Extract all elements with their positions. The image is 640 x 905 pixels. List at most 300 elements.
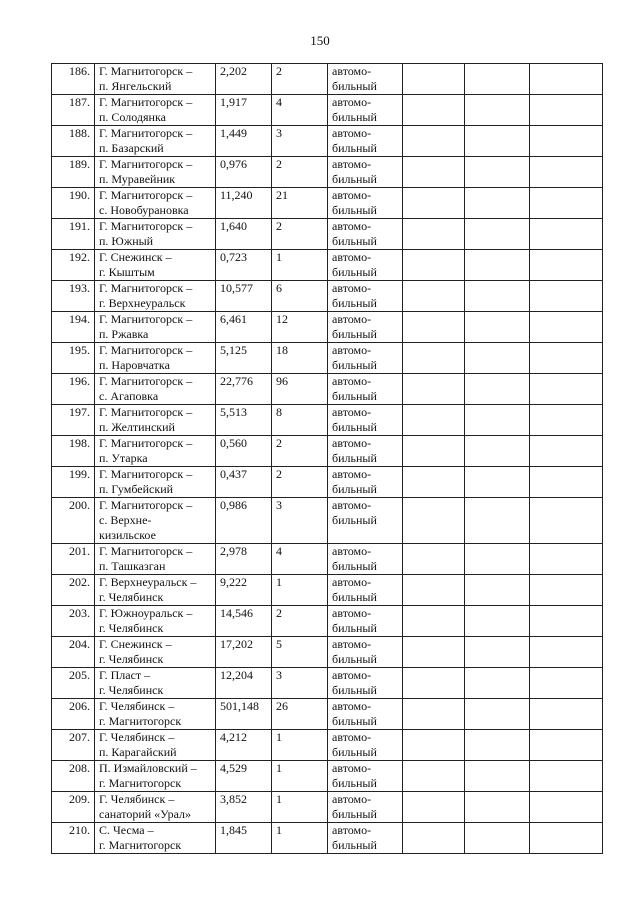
table-row [52, 436, 603, 467]
table-row [52, 219, 603, 250]
length-cell: 1,917 [216, 95, 272, 126]
route-cell-line: Г. Магнитогорск – [99, 544, 193, 558]
route-cell [95, 405, 216, 436]
route-cell [95, 761, 216, 792]
page-number: 150 [310, 33, 330, 48]
route-cell-line: санаторий «Урал» [99, 807, 192, 821]
transport-type-cell-line: автомо- [332, 250, 372, 264]
transport-type-cell-line: автомо- [332, 668, 372, 682]
row-number-cell: 190. [52, 188, 95, 219]
length-cell: 12,204 [216, 668, 272, 699]
count-cell: 3 [272, 668, 328, 699]
empty-cell [530, 823, 603, 854]
table-row [52, 250, 603, 281]
length-cell: 1,449 [216, 126, 272, 157]
empty-cell [530, 467, 603, 498]
route-cell [95, 637, 216, 668]
route-cell [95, 792, 216, 823]
routes-table [51, 63, 603, 854]
length-cell: 17,202 [216, 637, 272, 668]
empty-cell [465, 281, 530, 312]
table-row [52, 95, 603, 126]
empty-cell [403, 219, 465, 250]
empty-cell [403, 343, 465, 374]
route-cell [95, 95, 216, 126]
table-row [52, 792, 603, 823]
transport-type-cell-line: автомо- [332, 188, 372, 202]
transport-type-cell [328, 157, 403, 188]
transport-type-cell-line: автомо- [332, 637, 372, 651]
row-number-cell: 189. [52, 157, 95, 188]
empty-cell [403, 374, 465, 405]
transport-type-cell-line: бильный [332, 559, 377, 573]
transport-type-cell [328, 637, 403, 668]
count-cell: 6 [272, 281, 328, 312]
count-cell: 12 [272, 312, 328, 343]
route-cell-line: Г. Магнитогорск – [99, 157, 193, 171]
empty-cell [465, 95, 530, 126]
length-cell: 10,577 [216, 281, 272, 312]
transport-type-cell-line: бильный [332, 621, 377, 635]
transport-type-cell [328, 95, 403, 126]
empty-cell [465, 668, 530, 699]
route-cell-line: п. Ржавка [99, 327, 149, 341]
row-number-cell: 203. [52, 606, 95, 637]
count-cell: 2 [272, 606, 328, 637]
transport-type-cell [328, 188, 403, 219]
route-cell-line: Г. Магнитогорск – [99, 64, 193, 78]
empty-cell [403, 467, 465, 498]
row-number-cell: 197. [52, 405, 95, 436]
empty-cell [465, 219, 530, 250]
route-cell-line: Г. Магнитогорск – [99, 405, 193, 419]
transport-type-cell-line: автомо- [332, 405, 372, 419]
count-cell: 4 [272, 544, 328, 575]
route-cell-line: Г. Магнитогорск – [99, 95, 193, 109]
count-cell: 21 [272, 188, 328, 219]
count-cell: 1 [272, 730, 328, 761]
route-cell-line: Г. Магнитогорск – [99, 436, 193, 450]
transport-type-cell [328, 792, 403, 823]
empty-cell [465, 250, 530, 281]
route-cell-line: Г. Верхнеуральск – [99, 575, 197, 589]
table-row [52, 157, 603, 188]
route-cell-line: Г. Магнитогорск – [99, 281, 193, 295]
empty-cell [403, 312, 465, 343]
table-row [52, 188, 603, 219]
row-number-cell: 198. [52, 436, 95, 467]
empty-cell [465, 312, 530, 343]
transport-type-cell-line: бильный [332, 451, 377, 465]
empty-cell [530, 405, 603, 436]
length-cell: 4,529 [216, 761, 272, 792]
empty-cell [465, 126, 530, 157]
table-row [52, 606, 603, 637]
transport-type-cell-line: бильный [332, 652, 377, 666]
empty-cell [465, 792, 530, 823]
count-cell: 3 [272, 126, 328, 157]
empty-cell [465, 761, 530, 792]
transport-type-cell [328, 730, 403, 761]
row-number-cell: 188. [52, 126, 95, 157]
route-cell-line: с. Агаповка [99, 389, 159, 403]
length-cell: 0,976 [216, 157, 272, 188]
empty-cell [403, 250, 465, 281]
transport-type-cell [328, 467, 403, 498]
empty-cell [465, 544, 530, 575]
table-row [52, 699, 603, 730]
empty-cell [465, 699, 530, 730]
table-row [52, 637, 603, 668]
route-cell-line: г. Магнитогорск [99, 714, 182, 728]
route-cell [95, 188, 216, 219]
transport-type-cell-line: бильный [332, 141, 377, 155]
count-cell: 2 [272, 436, 328, 467]
route-cell [95, 374, 216, 405]
table-row [52, 312, 603, 343]
empty-cell [403, 606, 465, 637]
length-cell: 14,546 [216, 606, 272, 637]
length-cell: 0,986 [216, 498, 272, 544]
route-cell-line: п. Утарка [99, 451, 148, 465]
empty-cell [530, 436, 603, 467]
transport-type-cell-line: бильный [332, 590, 377, 604]
transport-type-cell-line: бильный [332, 807, 377, 821]
transport-type-cell-line: автомо- [332, 699, 372, 713]
route-cell [95, 823, 216, 854]
empty-cell [530, 668, 603, 699]
count-cell: 18 [272, 343, 328, 374]
empty-cell [530, 95, 603, 126]
empty-cell [403, 730, 465, 761]
transport-type-cell-line: автомо- [332, 761, 372, 775]
transport-type-cell-line: автомо- [332, 219, 372, 233]
route-cell-line: п. Наровчатка [99, 358, 170, 372]
row-number-cell: 207. [52, 730, 95, 761]
route-cell-line: п. Янгельский [99, 79, 172, 93]
empty-cell [403, 823, 465, 854]
route-cell [95, 126, 216, 157]
row-number-cell: 196. [52, 374, 95, 405]
empty-cell [530, 126, 603, 157]
count-cell: 1 [272, 575, 328, 606]
row-number-cell: 192. [52, 250, 95, 281]
count-cell: 96 [272, 374, 328, 405]
route-cell-line: с. Верхне- [99, 513, 152, 527]
route-cell-line: г. Челябинск [99, 621, 164, 635]
length-cell: 6,461 [216, 312, 272, 343]
empty-cell [465, 64, 530, 95]
transport-type-cell-line: бильный [332, 683, 377, 697]
empty-cell [530, 157, 603, 188]
empty-cell [530, 219, 603, 250]
route-cell-line: Г. Магнитогорск – [99, 343, 193, 357]
transport-type-cell-line: бильный [332, 358, 377, 372]
route-cell-line: С. Чесма – [99, 823, 154, 837]
route-cell-line: г. Челябинск [99, 683, 164, 697]
transport-type-cell-line: автомо- [332, 64, 372, 78]
route-cell-line: п. Солодянка [99, 110, 166, 124]
transport-type-cell [328, 575, 403, 606]
transport-type-cell [328, 699, 403, 730]
empty-cell [465, 467, 530, 498]
transport-type-cell [328, 405, 403, 436]
transport-type-cell [328, 312, 403, 343]
empty-cell [403, 281, 465, 312]
empty-cell [403, 637, 465, 668]
empty-cell [530, 761, 603, 792]
row-number-cell: 186. [52, 64, 95, 95]
row-number-cell: 194. [52, 312, 95, 343]
table-row [52, 544, 603, 575]
count-cell: 2 [272, 467, 328, 498]
route-cell-line: Г. Магнитогорск – [99, 498, 193, 512]
length-cell: 3,852 [216, 792, 272, 823]
row-number-cell: 202. [52, 575, 95, 606]
transport-type-cell [328, 544, 403, 575]
row-number-cell: 206. [52, 699, 95, 730]
row-number-cell: 210. [52, 823, 95, 854]
transport-type-cell [328, 761, 403, 792]
table-row [52, 498, 603, 544]
route-cell [95, 575, 216, 606]
route-cell-line: кизильское [99, 528, 156, 542]
route-cell [95, 498, 216, 544]
route-cell [95, 544, 216, 575]
transport-type-cell-line: автомо- [332, 436, 372, 450]
row-number-cell: 200. [52, 498, 95, 544]
route-cell [95, 250, 216, 281]
empty-cell [465, 343, 530, 374]
route-cell [95, 668, 216, 699]
empty-cell [403, 436, 465, 467]
length-cell: 9,222 [216, 575, 272, 606]
route-cell [95, 281, 216, 312]
count-cell: 1 [272, 250, 328, 281]
empty-cell [403, 157, 465, 188]
empty-cell [403, 575, 465, 606]
table-row [52, 575, 603, 606]
route-cell-line: Г. Магнитогорск – [99, 467, 193, 481]
table-row [52, 405, 603, 436]
length-cell: 0,723 [216, 250, 272, 281]
empty-cell [403, 699, 465, 730]
transport-type-cell [328, 823, 403, 854]
route-cell-line: г. Верхнеуральск [99, 296, 186, 310]
transport-type-cell-line: автомо- [332, 823, 372, 837]
route-cell-line: п. Желтинский [99, 420, 175, 434]
count-cell: 3 [272, 498, 328, 544]
length-cell: 22,776 [216, 374, 272, 405]
transport-type-cell-line: бильный [332, 745, 377, 759]
table-row [52, 281, 603, 312]
transport-type-cell-line: автомо- [332, 126, 372, 140]
table-row [52, 730, 603, 761]
transport-type-cell-line: бильный [332, 172, 377, 186]
empty-cell [403, 95, 465, 126]
transport-type-cell-line: бильный [332, 203, 377, 217]
empty-cell [530, 498, 603, 544]
transport-type-cell-line: бильный [332, 838, 377, 852]
transport-type-cell [328, 64, 403, 95]
route-cell-line: Г. Пласт – [99, 668, 151, 682]
route-cell [95, 64, 216, 95]
transport-type-cell-line: бильный [332, 776, 377, 790]
row-number-cell: 199. [52, 467, 95, 498]
route-cell-line: г. Кыштым [99, 265, 155, 279]
row-number-cell: 209. [52, 792, 95, 823]
count-cell: 1 [272, 792, 328, 823]
row-number-cell: 191. [52, 219, 95, 250]
empty-cell [403, 761, 465, 792]
transport-type-cell [328, 498, 403, 544]
count-cell: 8 [272, 405, 328, 436]
empty-cell [530, 544, 603, 575]
transport-type-cell [328, 281, 403, 312]
transport-type-cell-line: бильный [332, 265, 377, 279]
length-cell: 5,125 [216, 343, 272, 374]
route-cell [95, 606, 216, 637]
transport-type-cell-line: автомо- [332, 281, 372, 295]
table-row [52, 374, 603, 405]
route-cell [95, 730, 216, 761]
route-cell-line: Г. Челябинск – [99, 792, 175, 806]
empty-cell [403, 544, 465, 575]
row-number-cell: 204. [52, 637, 95, 668]
transport-type-cell [328, 436, 403, 467]
table-row [52, 823, 603, 854]
transport-type-cell-line: бильный [332, 482, 377, 496]
empty-cell [403, 188, 465, 219]
route-cell-line: Г. Магнитогорск – [99, 126, 193, 140]
route-cell-line: П. Измайловский – [99, 761, 197, 775]
empty-cell [465, 374, 530, 405]
count-cell: 26 [272, 699, 328, 730]
route-cell-line: Г. Магнитогорск – [99, 219, 193, 233]
route-cell-line: п. Базарский [99, 141, 164, 155]
table-row [52, 64, 603, 95]
route-cell [95, 467, 216, 498]
empty-cell [530, 699, 603, 730]
count-cell: 2 [272, 64, 328, 95]
transport-type-cell-line: бильный [332, 296, 377, 310]
transport-type-cell-line: автомо- [332, 606, 372, 620]
empty-cell [403, 792, 465, 823]
route-cell [95, 312, 216, 343]
transport-type-cell-line: автомо- [332, 498, 372, 512]
empty-cell [465, 498, 530, 544]
route-cell-line: с. Новобурановка [99, 203, 189, 217]
length-cell: 5,513 [216, 405, 272, 436]
table-row [52, 126, 603, 157]
empty-cell [530, 250, 603, 281]
empty-cell [465, 575, 530, 606]
transport-type-cell-line: автомо- [332, 312, 372, 326]
transport-type-cell [328, 126, 403, 157]
route-cell-line: п. Муравейник [99, 172, 176, 186]
length-cell: 4,212 [216, 730, 272, 761]
empty-cell [465, 637, 530, 668]
empty-cell [530, 281, 603, 312]
transport-type-cell [328, 343, 403, 374]
empty-cell [530, 312, 603, 343]
transport-type-cell [328, 219, 403, 250]
empty-cell [403, 498, 465, 544]
transport-type-cell-line: бильный [332, 110, 377, 124]
transport-type-cell-line: бильный [332, 389, 377, 403]
length-cell: 0,437 [216, 467, 272, 498]
row-number-cell: 208. [52, 761, 95, 792]
empty-cell [403, 126, 465, 157]
route-cell [95, 157, 216, 188]
transport-type-cell-line: автомо- [332, 95, 372, 109]
empty-cell [530, 792, 603, 823]
route-cell-line: Г. Снежинск – [99, 637, 172, 651]
row-number-cell: 195. [52, 343, 95, 374]
row-number-cell: 205. [52, 668, 95, 699]
transport-type-cell-line: автомо- [332, 467, 372, 481]
transport-type-cell-line: автомо- [332, 343, 372, 357]
transport-type-cell-line: бильный [332, 79, 377, 93]
empty-cell [530, 606, 603, 637]
empty-cell [530, 64, 603, 95]
row-number-cell: 193. [52, 281, 95, 312]
route-cell-line: Г. Челябинск – [99, 730, 175, 744]
route-cell-line: п. Гумбейский [99, 482, 174, 496]
transport-type-cell [328, 606, 403, 637]
transport-type-cell-line: автомо- [332, 792, 372, 806]
route-cell-line: г. Магнитогорск [99, 776, 182, 790]
transport-type-cell-line: бильный [332, 513, 377, 527]
transport-type-cell-line: бильный [332, 420, 377, 434]
route-cell-line: п. Ташказган [99, 559, 166, 573]
empty-cell [403, 668, 465, 699]
length-cell: 501,148 [216, 699, 272, 730]
table-row [52, 668, 603, 699]
count-cell: 1 [272, 823, 328, 854]
length-cell: 1,640 [216, 219, 272, 250]
route-cell [95, 343, 216, 374]
count-cell: 5 [272, 637, 328, 668]
route-cell-line: Г. Южноуральск – [99, 606, 193, 620]
transport-type-cell-line: бильный [332, 327, 377, 341]
route-cell-line: г. Челябинск [99, 590, 164, 604]
count-cell: 1 [272, 761, 328, 792]
transport-type-cell-line: автомо- [332, 730, 372, 744]
length-cell: 11,240 [216, 188, 272, 219]
route-cell-line: п. Карагайский [99, 745, 177, 759]
row-number-cell: 201. [52, 544, 95, 575]
empty-cell [530, 575, 603, 606]
transport-type-cell [328, 374, 403, 405]
table-row [52, 761, 603, 792]
empty-cell [465, 823, 530, 854]
empty-cell [530, 188, 603, 219]
table-row [52, 343, 603, 374]
empty-cell [403, 405, 465, 436]
route-cell [95, 699, 216, 730]
count-cell: 4 [272, 95, 328, 126]
empty-cell [530, 637, 603, 668]
route-cell [95, 436, 216, 467]
transport-type-cell [328, 250, 403, 281]
transport-type-cell-line: автомо- [332, 575, 372, 589]
count-cell: 2 [272, 219, 328, 250]
length-cell: 2,978 [216, 544, 272, 575]
count-cell: 2 [272, 157, 328, 188]
empty-cell [530, 730, 603, 761]
empty-cell [465, 157, 530, 188]
